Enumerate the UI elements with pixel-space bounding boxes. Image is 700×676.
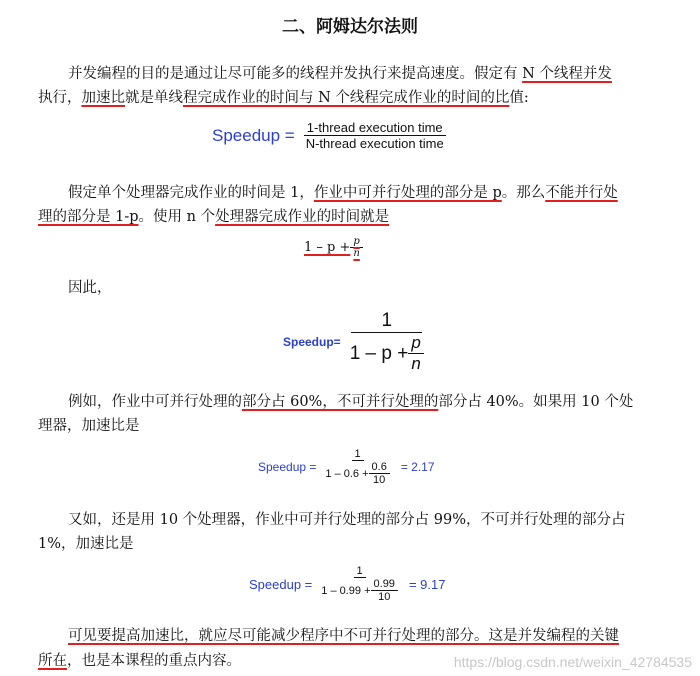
denominator: N-thread execution time [305,136,444,151]
denominator: 10 [373,474,386,486]
inner-fraction [369,461,390,486]
example-99-formula [249,565,445,603]
paragraph-5-line-1: 又如，还是用 10 个处理器，作业中可并行处理的部分占 99%，不可并行处理的部分占 [68,512,626,528]
underlined-text: 加速比 [81,90,125,106]
inner-fraction [371,578,398,603]
underlined-formula [304,236,363,259]
underlined-text: 程完成作业的时间与 N 个线程完成作业的时间的比 [183,90,510,106]
formula-term: 1 – p + [304,240,351,255]
underlined-text: 部分占 60%，不可并行处理的 [242,394,439,410]
paragraph-2-line-1 [68,183,618,203]
formula-label: Speedup = [212,125,295,145]
formula-result: = 9.17 [408,576,446,592]
underlined-text: 处理器完成作业的时间就是 [215,209,390,225]
paragraph-1-line-2 [38,88,529,108]
text-span: 部分占 40%。如果用 10 个处 [438,394,634,410]
fraction [347,310,427,374]
amdahl-formula [283,310,427,374]
paragraph-6-line-1 [68,626,619,646]
text-span: 例如，作业中可并行处理的 [68,394,242,410]
paragraph-1-line-1 [68,64,612,84]
fraction [303,120,447,151]
formula-label: Speedup = [249,576,313,592]
numerator: 1-thread execution time [304,120,446,136]
underlined-text: N 个线程并发 [522,66,612,82]
watermark: https://blog.csdn.net/weixin_42784535 [453,654,692,670]
denominator: 10 [378,591,391,603]
text-span: 假定单个处理器完成作业的时间是 1， [68,185,314,201]
denominator [347,333,427,374]
numerator: p [350,236,362,248]
underlined-text: 理的部分是 1-p [38,209,139,225]
underlined-text: 不能并行处 [545,185,618,201]
paragraph-5-line-2: 1%，加速比是 [38,536,134,552]
paragraph-3: 因此， [68,280,112,296]
formula-term: 1 – 0.6 + [325,467,369,480]
paragraph-6-line-2 [38,651,241,671]
page-title: 二、阿姆达尔法则 [282,17,418,37]
fraction [350,236,362,259]
speedup-definition-formula [212,120,447,151]
numerator: p [408,333,423,354]
denominator: n [411,354,421,373]
formula-term: 1 – p + [349,342,409,364]
formula-label: Speedup= [283,335,341,349]
text-span: 。使用 n 个 [138,209,216,225]
underlined-text: 所在 [38,653,67,669]
inner-fraction [408,333,423,374]
execution-time-formula [304,236,363,259]
underlined-text: 。这是并发编程的关键 [474,628,619,644]
numerator: 0.6 [369,461,390,474]
denominator: n [353,248,360,259]
text-span: 并发编程的目的是通过让尽可能多的线程并发执行来提高速度。假定有 [68,66,523,82]
denominator [318,578,401,603]
underlined-text: 可见要提高加速比，就应尽可能减少程序中不可并行处理的部分 [68,628,474,644]
text-span: 。那么 [501,185,546,201]
formula-term: 1 – 0.99 + [321,584,371,597]
denominator [322,461,392,486]
formula-result: = 2.17 [400,460,435,474]
text-span: 值: [509,90,529,106]
numerator: 1 [352,448,364,461]
numerator: 1 [351,310,422,333]
formula-label: Speedup = [258,460,317,474]
example-60-formula [258,448,435,486]
numerator: 1 [354,565,366,578]
underlined-text: 作业中可并行处理的部分是 p [313,185,502,201]
text-span: 就是单线 [125,90,183,106]
fraction [322,448,392,486]
paragraph-4-line-1 [68,392,633,412]
text-span: ，也是本课程的重点内容。 [67,653,241,669]
text-span: 执行， [38,90,82,106]
paragraph-4-line-2: 理器，加速比是 [38,418,140,434]
fraction [318,565,401,603]
numerator: 0.99 [371,578,398,591]
paragraph-2-line-2 [38,207,389,227]
